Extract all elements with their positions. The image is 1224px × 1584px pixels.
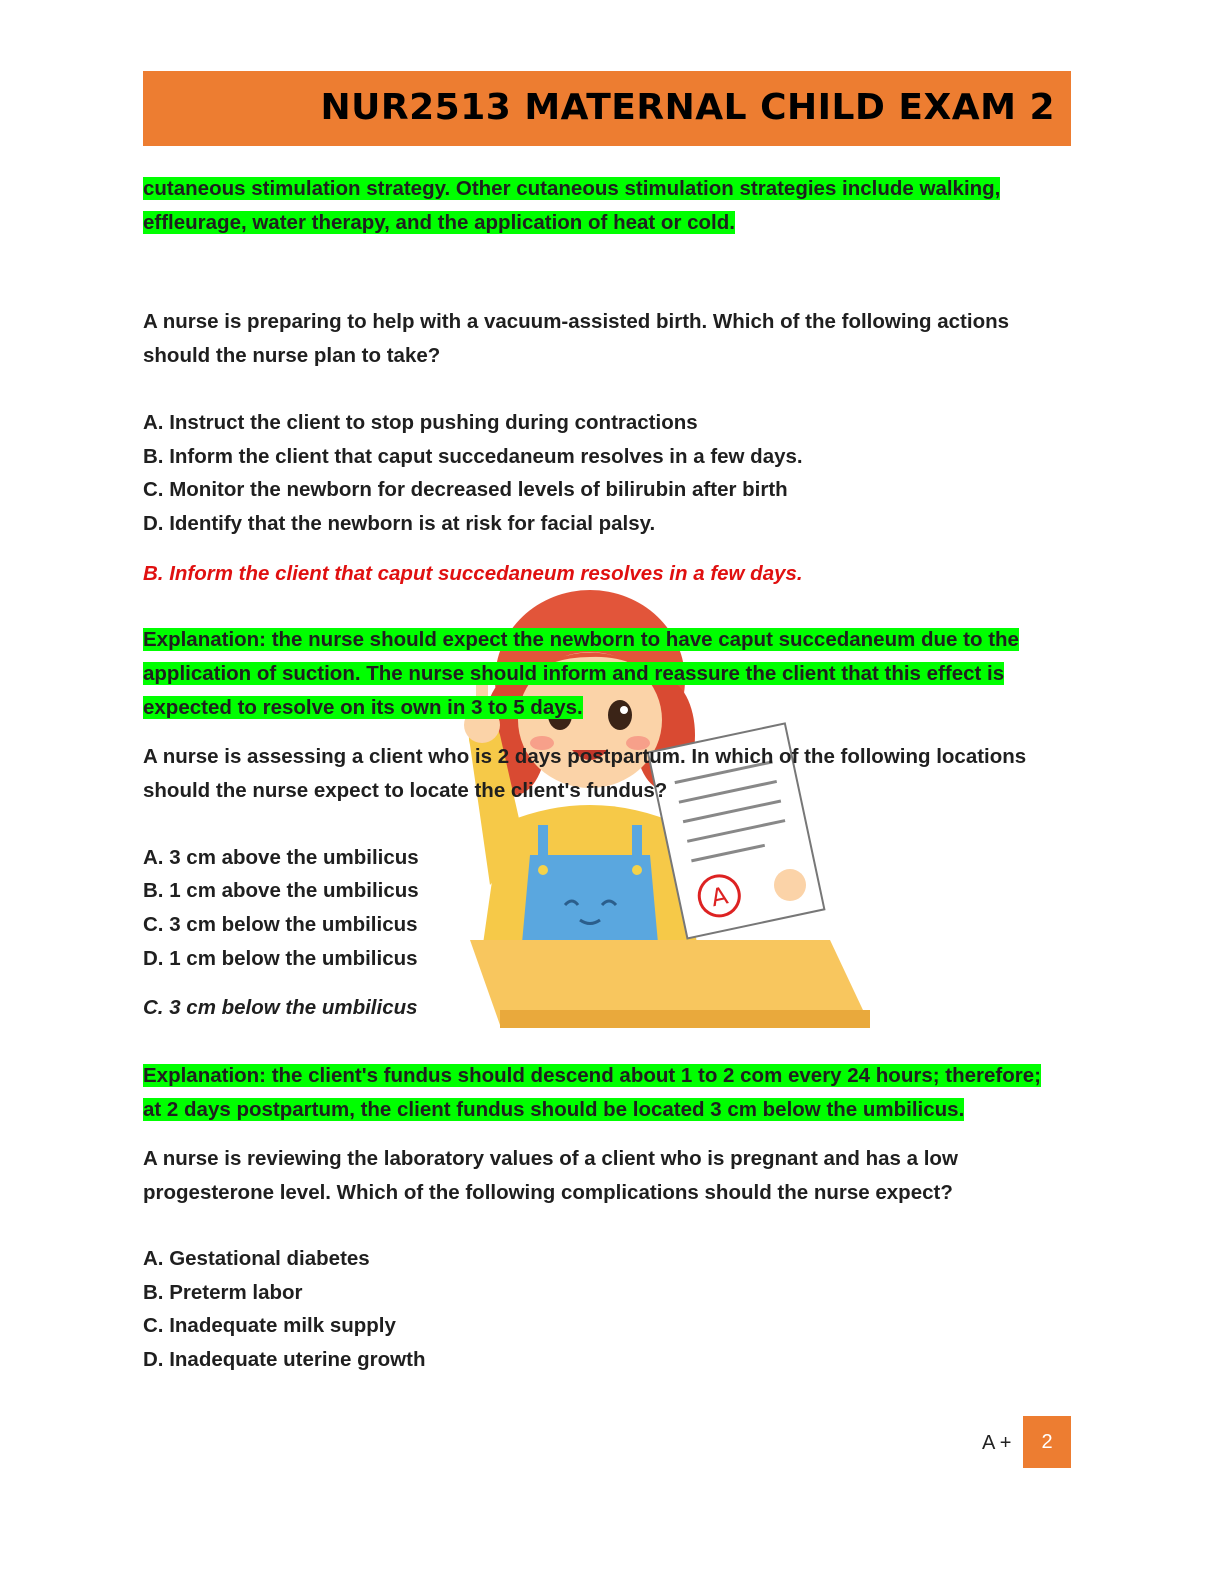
answer-option: C. 3 cm below the umbilicus	[143, 913, 418, 936]
footer-label: A +	[982, 1432, 1012, 1454]
question-stem: progesterone level. Which of the following complications should the nurse expect?	[143, 1181, 953, 1204]
answer-option: C. Inadequate milk supply	[143, 1314, 396, 1337]
correct-answer: B. Inform the client that caput succedaneum resolves in a few days.	[143, 562, 803, 585]
grade-mark: A	[708, 881, 731, 913]
page-number: 2	[1023, 1416, 1071, 1468]
answer-option: D. 1 cm below the umbilicus	[143, 947, 418, 970]
explanation-line: expected to resolve on its own in 3 to 5 days.	[143, 696, 583, 719]
answer-option: D. Inadequate uterine growth	[143, 1348, 426, 1371]
answer-option: B. Inform the client that caput succedaneum resolves in a few days.	[143, 445, 803, 468]
answer-option: B. 1 cm above the umbilicus	[143, 879, 419, 902]
intro-line: cutaneous stimulation strategy. Other cutaneous stimulation strategies include walking,	[143, 177, 1001, 200]
question-stem: A nurse is preparing to help with a vacuum-assisted birth. Which of the following actions	[143, 310, 1010, 333]
answer-option: C. Monitor the newborn for decreased levels of bilirubin after birth	[143, 478, 788, 501]
page-title: NUR2513 MATERNAL CHILD EXAM 2	[320, 87, 1055, 128]
question-stem: A nurse is reviewing the laboratory values of a client who is pregnant and has a low	[143, 1147, 958, 1170]
answer-option: D. Identify that the newborn is at risk for facial palsy.	[143, 512, 656, 535]
explanation-line: Explanation: the client's fundus should descend about 1 to 2 com every 24 hours; therefore;	[143, 1064, 1041, 1087]
explanation-line: Explanation: the nurse should expect the newborn to have caput succedaneum due to the	[143, 628, 1019, 651]
question-stem: should the nurse plan to take?	[143, 344, 441, 367]
answer-option: B. Preterm labor	[143, 1281, 303, 1304]
correct-answer: C. 3 cm below the umbilicus	[143, 996, 418, 1019]
explanation-line: application of suction. The nurse should inform and reassure the client that this effect is	[143, 662, 1005, 685]
answer-option: A. 3 cm above the umbilicus	[143, 846, 419, 869]
answer-option: A. Gestational diabetes	[143, 1247, 370, 1270]
intro-line: effleurage, water therapy, and the application of heat or cold.	[143, 211, 735, 234]
question-stem: A nurse is assessing a client who is 2 days postpartum. In which of the following locations	[143, 745, 1027, 768]
question-stem: should the nurse expect to locate the client's fundus?	[143, 779, 668, 802]
explanation-line: at 2 days postpartum, the client fundus should be located 3 cm below the umbilicus.	[143, 1098, 965, 1121]
answer-option: A. Instruct the client to stop pushing during contractions	[143, 411, 698, 434]
header-bar	[143, 71, 1071, 146]
